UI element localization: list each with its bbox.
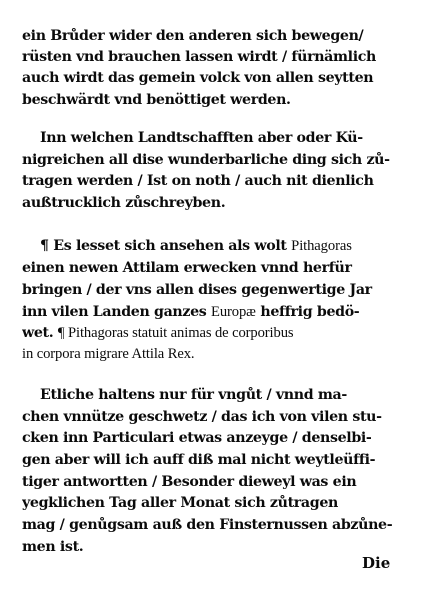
text-line: chen vnnütze geschwetz / das ich von vilen stu- bbox=[22, 409, 382, 425]
latin-note: in corpora migrare Attila Rex. bbox=[22, 346, 195, 362]
text-span: heffrig bedö- bbox=[255, 304, 360, 320]
text-line: cken inn Particulari etwas anzeyge / denselbi- bbox=[22, 430, 372, 446]
text-line: tragen werden / Ist on noth / auch nit dienlich bbox=[22, 173, 374, 189]
text-span: bringen / der vns allen dises gegenwertige Jar bbox=[22, 282, 372, 298]
text-line bbox=[22, 258, 407, 278]
text-line: yegklichen Tag aller Monat sich zůtragen bbox=[22, 495, 338, 511]
text-line bbox=[22, 302, 407, 322]
text-line bbox=[40, 236, 407, 256]
text-span: einen newen Attilam erwecken vnnd herfür bbox=[22, 260, 352, 276]
text-span: ¶ Es lesset sich ansehen als wolt bbox=[40, 238, 292, 254]
text-line: mag / genůgsam auß den Finsternussen abzůne- bbox=[22, 517, 393, 533]
text-line bbox=[22, 280, 407, 300]
text-line: tiger antwortten / Besonder dieweyl was ein bbox=[22, 474, 357, 490]
text-line: beschwärdt vnd benöttiget werden. bbox=[22, 92, 291, 108]
catchword: Die bbox=[362, 554, 391, 572]
text-line bbox=[22, 323, 407, 343]
text-line: auch wirdt das gemein volck von allen seytten bbox=[22, 70, 374, 86]
text-span: wet. bbox=[22, 325, 58, 341]
latin-note: ¶ Pithagoras statuit animas de corporibus bbox=[57, 325, 294, 341]
text-line: men ist. bbox=[22, 539, 84, 555]
text-line: nigreichen all dise wunderbarliche ding sich zů- bbox=[22, 152, 390, 168]
text-line: Etliche haltens nur für vngůt / vnnd ma- bbox=[40, 387, 347, 403]
text-line: Inn welchen Landtschafften aber oder Kü- bbox=[40, 130, 363, 146]
latin-word: Pithagoras bbox=[291, 238, 352, 254]
text-line: gen aber will ich auff diß mal nicht weytleüffi- bbox=[22, 452, 376, 468]
text-line: ein Brůder wider den anderen sich bewegen/ bbox=[22, 28, 364, 44]
text-span: inn vilen Landen ganzes bbox=[22, 304, 211, 320]
latin-word: Europæ bbox=[211, 304, 256, 320]
text-line: rüsten vnd brauchen lassen wirdt / fürnämlich bbox=[22, 49, 377, 65]
text-line bbox=[22, 344, 407, 364]
text-line: außtrucklich zůschreyben. bbox=[22, 195, 226, 211]
